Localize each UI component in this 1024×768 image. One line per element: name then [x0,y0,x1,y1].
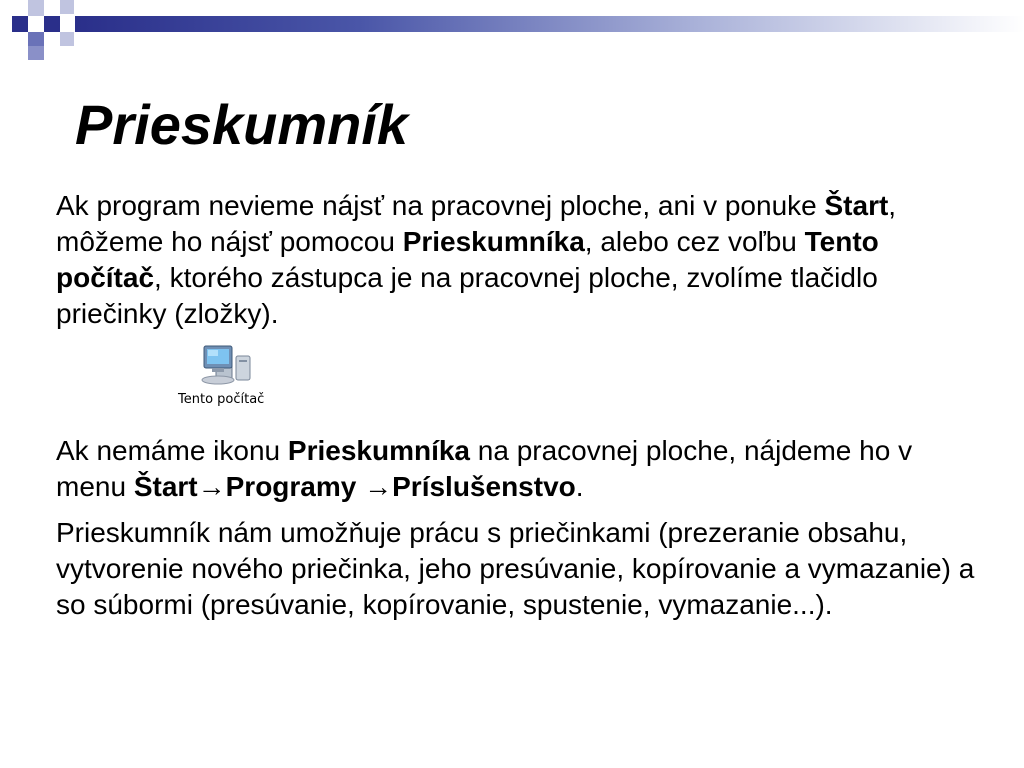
text-run: Ak program nevieme nájsť na pracovnej ploche, ani v ponuke [56,190,825,221]
decor-square [28,32,44,46]
paragraph-intro [56,188,986,332]
top-gradient-bar [75,16,1024,32]
bold-prieskumnika: Prieskumníka [287,435,470,466]
text-run: . [575,471,584,502]
slide-title: Prieskumník [75,93,409,156]
arrow-icon: → [364,471,393,502]
text-run: Ak nemáme ikonu [56,435,288,466]
text-run: , alebo cez voľbu [584,226,805,257]
text-run: , môžeme ho nájsť pomocou [56,190,897,257]
paragraph-description: Prieskumník nám umožňuje prácu s priečinkami (prezeranie obsahu, vytvorenie nového priečinka, jeho presúvanie, kopírovanie a vymazanie) a so súbormi (presúvanie, kopírovanie, spustenie, vymazanie...). [56,517,975,620]
text-run: , ktorého zástupca je na pracovnej ploche, zvolíme tlačidlo priečinky (zložky). [56,262,878,329]
text-run: na pracovnej ploche, nájdeme ho v menu [56,435,913,502]
computer-icon [178,342,288,392]
decor-square [28,46,44,60]
decor-square [60,32,74,46]
bold-programy: Programy [225,471,365,502]
paragraph-menu [56,433,986,505]
bold-start: Štart [824,190,889,221]
bold-tento-pocitac: Tento počítač [56,226,879,293]
corner-decoration [0,0,1024,60]
decor-square [60,0,74,14]
computer-icon-label: Tento počítač [178,392,265,407]
bold-prislusenstvo: Príslušenstvo [392,471,576,502]
bold-start: Štart [133,471,198,502]
decor-square [28,0,44,16]
decor-square [44,16,60,32]
decor-square [12,16,28,32]
bold-prieskumnika: Prieskumníka [402,226,585,257]
arrow-icon: → [197,471,226,502]
